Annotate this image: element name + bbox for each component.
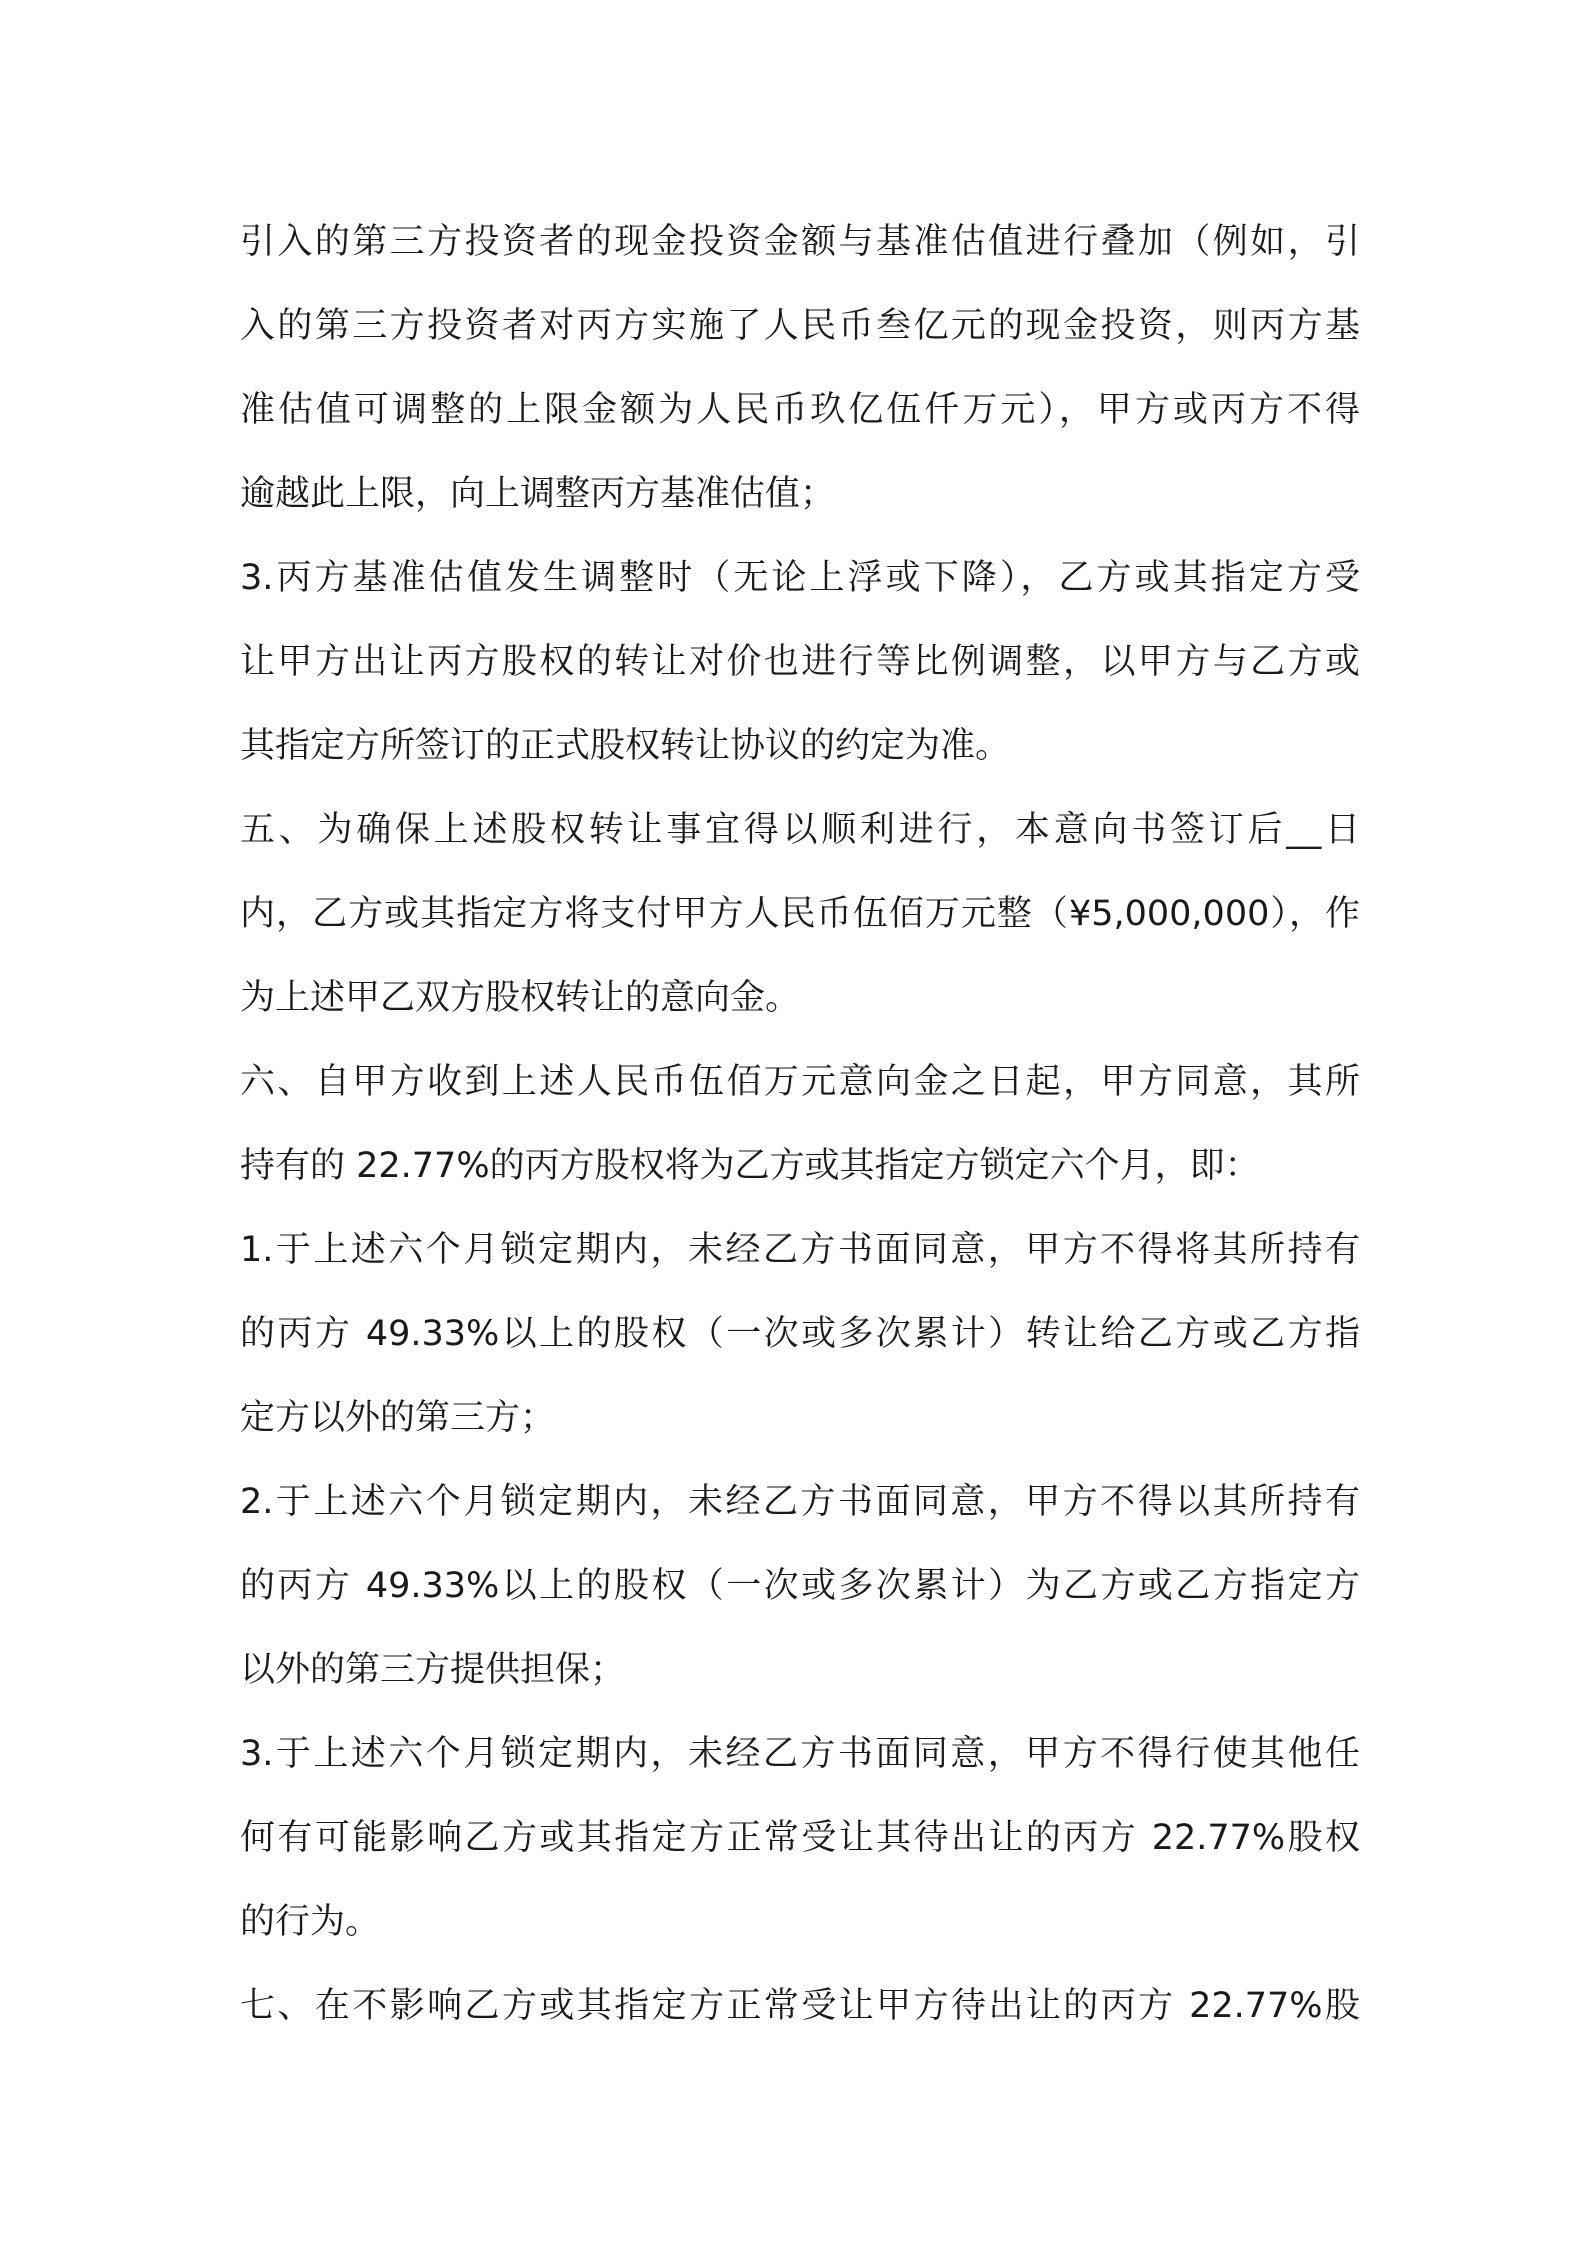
document-body [240, 200, 1360, 2048]
text-line: 持有的 22.77%的丙方股权将为乙方或其指定方锁定六个月，即： [240, 1146, 1260, 1186]
text-line: 内，乙方或其指定方将支付甲方人民币伍佰万元整（¥5,000,000），作 [240, 894, 1360, 934]
text-line: 的丙方 49.33%以上的股权（一次或多次累计）转让给乙方或乙方指 [240, 1314, 1360, 1354]
text-line: 以外的第三方提供担保； [240, 1650, 626, 1690]
text-line: 入的第三方投资者对丙方实施了人民币叁亿元的现金投资，则丙方基 [240, 306, 1360, 346]
text-line: 的丙方 49.33%以上的股权（一次或多次累计）为乙方或乙方指定方 [240, 1566, 1360, 1606]
text-line: 定方以外的第三方； [240, 1398, 556, 1438]
text-line: 其指定方所签订的正式股权转让协议的约定为准。 [240, 726, 1011, 766]
text-line: 何有可能影响乙方或其指定方正常受让其待出让的丙方 22.77%股权 [240, 1818, 1360, 1858]
text-line: 五、为确保上述股权转让事宜得以顺利进行，本意向书签订后__日 [240, 810, 1360, 850]
text-line: 让甲方出让丙方股权的转让对价也进行等比例调整，以甲方与乙方或 [240, 642, 1360, 682]
text-line: 七、在不影响乙方或其指定方正常受让甲方待出让的丙方 22.77%股 [240, 1986, 1360, 2026]
text-line: 逾越此上限，向上调整丙方基准估值； [240, 474, 836, 514]
text-line: 3.于上述六个月锁定期内，未经乙方书面同意，甲方不得行使其他任 [240, 1734, 1360, 1774]
text-line: 3.丙方基准估值发生调整时（无论上浮或下降），乙方或其指定方受 [240, 558, 1360, 598]
text-line: 2.于上述六个月锁定期内，未经乙方书面同意，甲方不得以其所持有 [240, 1482, 1360, 1522]
text-line: 1.于上述六个月锁定期内，未经乙方书面同意，甲方不得将其所持有 [240, 1230, 1360, 1270]
text-line: 引入的第三方投资者的现金投资金额与基准估值进行叠加（例如，引 [240, 222, 1360, 262]
text-line: 的行为。 [240, 1902, 381, 1942]
text-line: 准估值可调整的上限金额为人民币玖亿伍仟万元），甲方或丙方不得 [240, 390, 1360, 430]
text-line: 六、自甲方收到上述人民币伍佰万元意向金之日起，甲方同意，其所 [240, 1062, 1360, 1102]
text-line: 为上述甲乙双方股权转让的意向金。 [240, 978, 801, 1018]
